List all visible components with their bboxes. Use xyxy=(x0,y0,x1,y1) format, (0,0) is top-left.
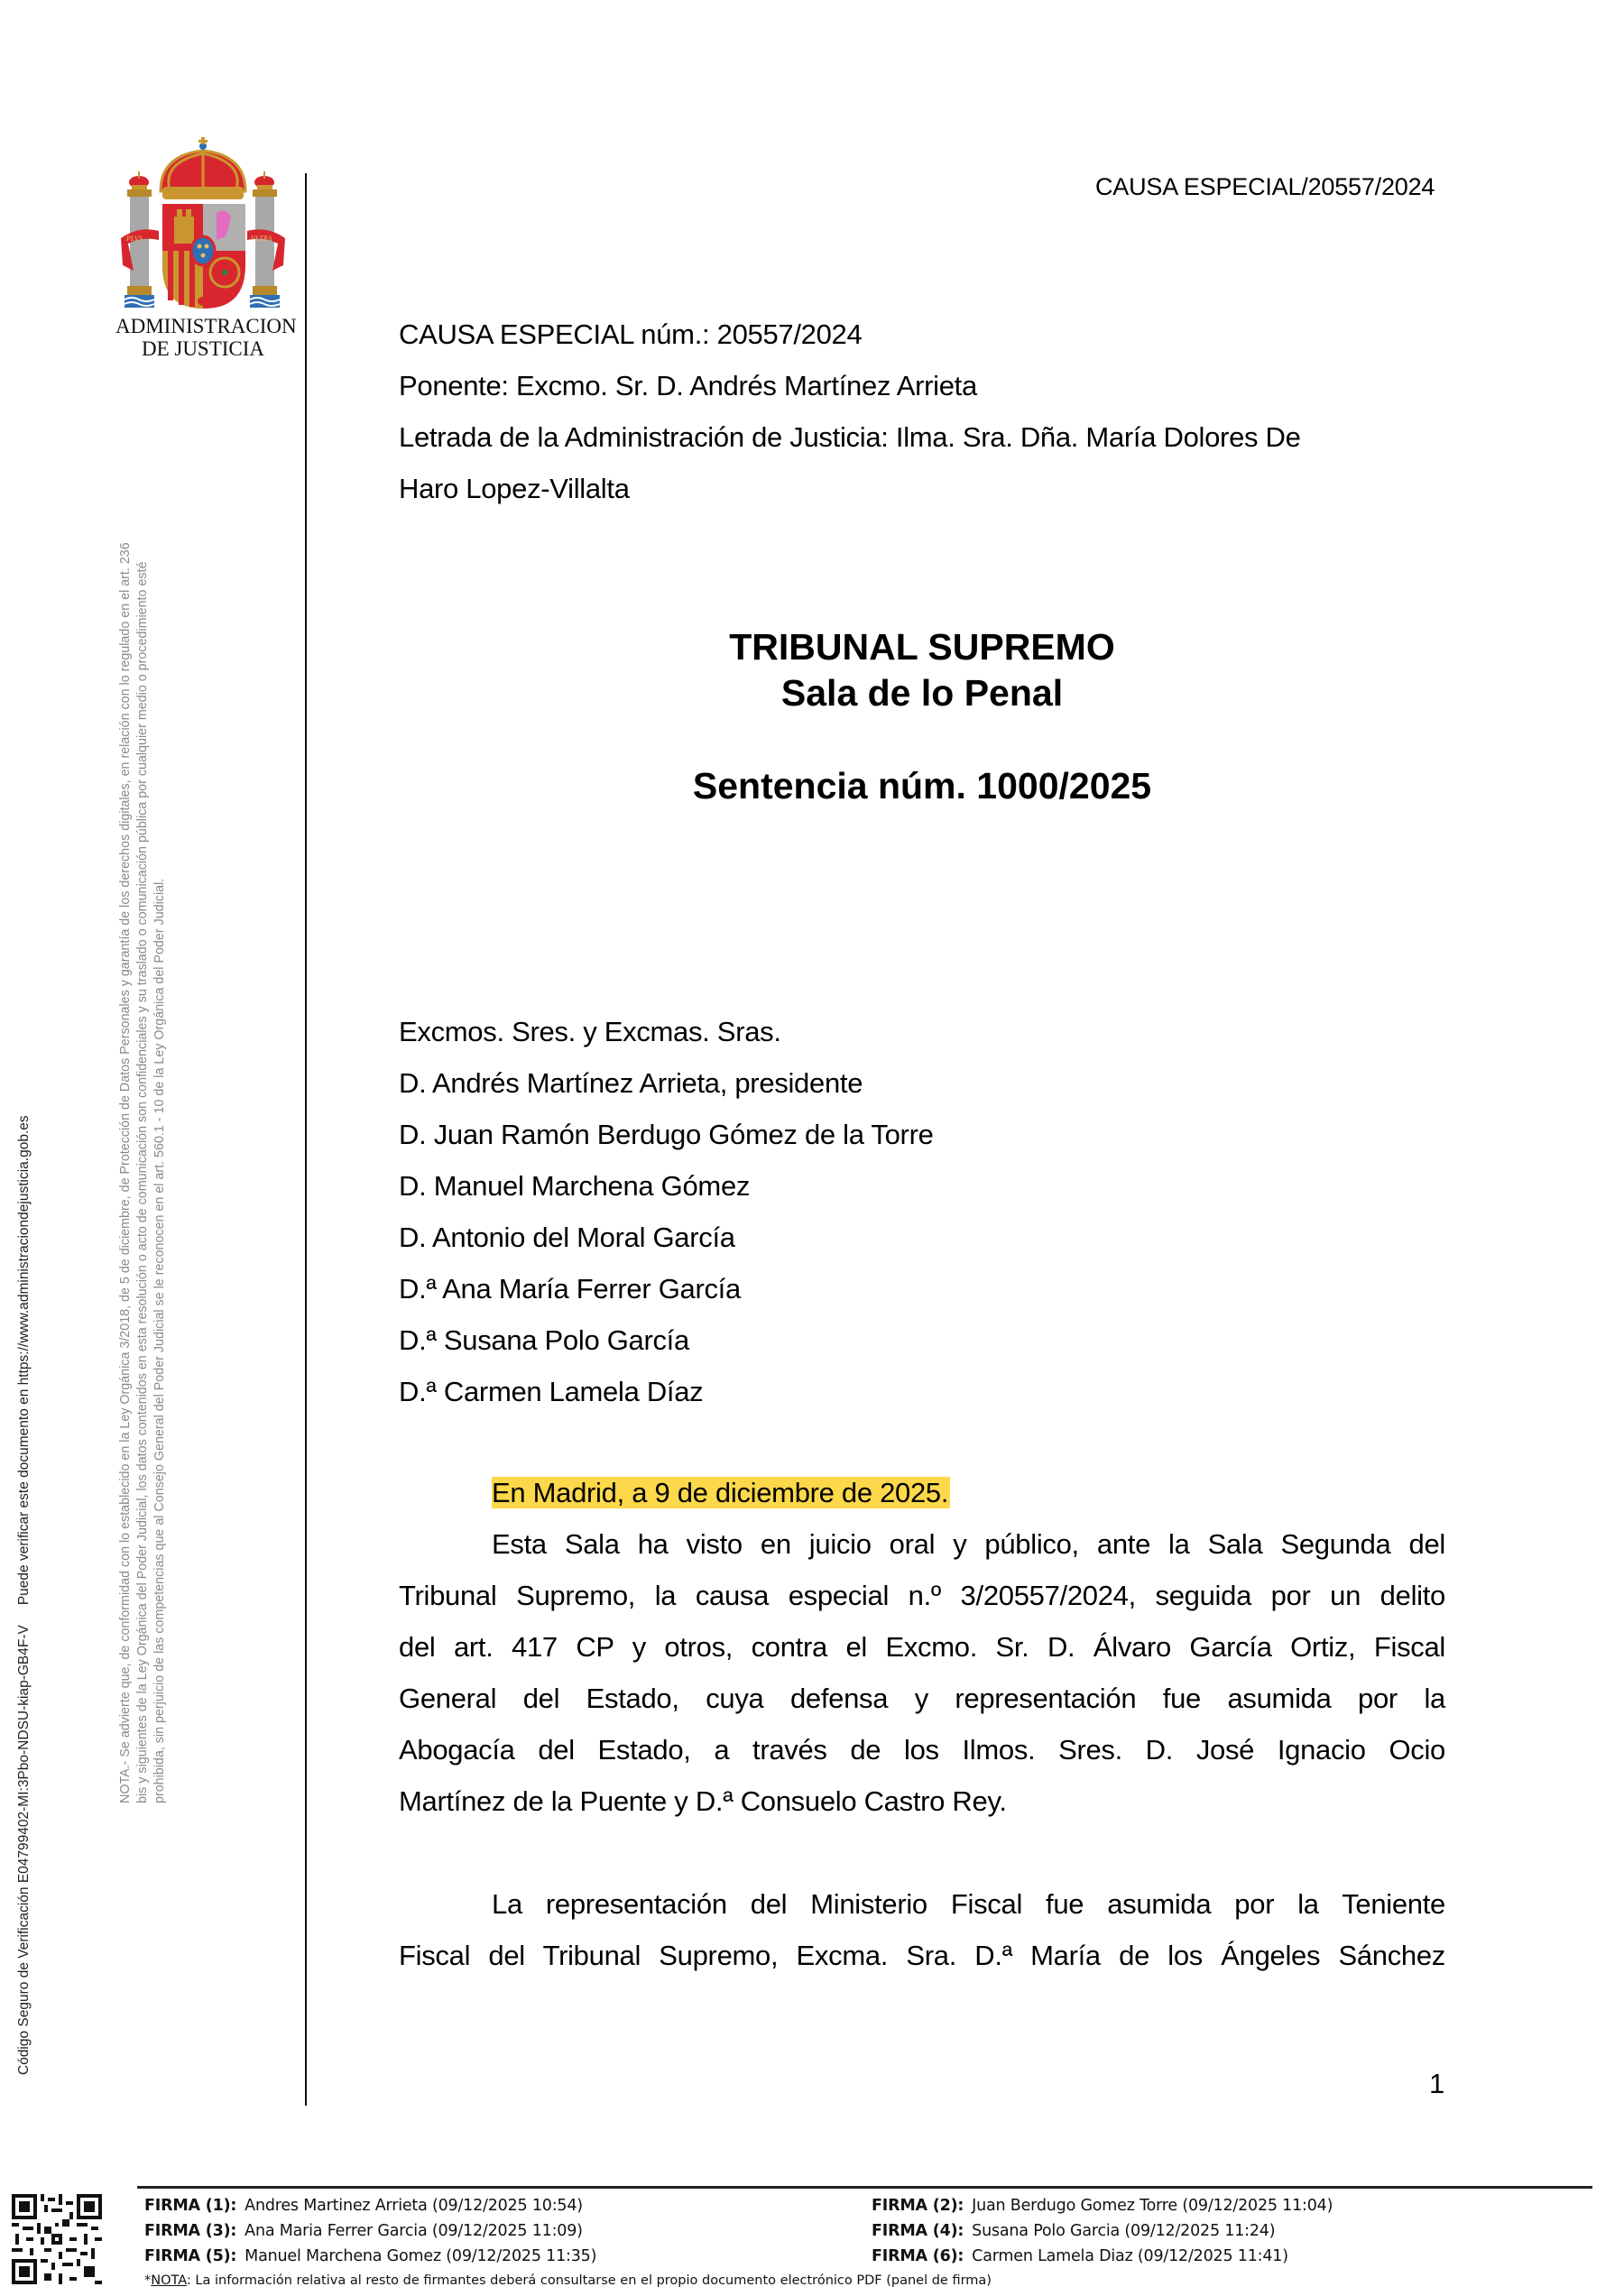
note-text: : La información relativa al resto de firmantes deberá consultarse en el propio documento electrónico PDF (panel de firma) xyxy=(186,2273,992,2288)
legal-note-line-1: NOTA.- Se advierte que, de conformidad con lo establecido en la Ley Orgánica 3/2018, de 5 de diciembre, de Protección de Datos Personales y garantía de los derechos digitales, en relación con lo regulado en el art. 236 xyxy=(118,542,133,1803)
signature-value: Manuel Marchena Gomez (09/12/2025 11:35) xyxy=(245,2247,597,2265)
legal-note-line-2: bis y siguientes de la Ley Orgánica del Poder Judicial, los datos contenidos en esta resolución o acto de comunicación son confidenciales y su traslado o comunicación pública por cualquier medio o procedimiento esté xyxy=(135,561,150,1803)
magistrate-item: D. Andrés Martínez Arrieta, presidente xyxy=(399,1067,863,1099)
footer-divider xyxy=(137,2186,1592,2189)
svg-text:PLVS: PLVS xyxy=(126,235,143,243)
signature-label: FIRMA (3): xyxy=(144,2222,237,2240)
paragraph-line: Esta Sala ha visto en juicio oral y público, ante la Sala Segunda del xyxy=(492,1528,1445,1560)
letrada-line-2: Haro Lopez-Villalta xyxy=(399,473,630,504)
logo-caption-line1: ADMINISTRACION xyxy=(115,315,297,337)
signature-value: Andres Martinez Arrieta (09/12/2025 10:54) xyxy=(245,2197,583,2215)
signature-value: Ana Maria Ferrer Garcia (09/12/2025 11:09) xyxy=(245,2222,583,2240)
coat-of-arms-icon xyxy=(115,137,291,313)
paragraph-line: Abogacía del Estado, a través de los Ilmos. Sres. D. José Ignacio Ocio xyxy=(399,1734,1445,1766)
svg-text:VLTRA: VLTRA xyxy=(251,235,272,243)
signature-label: FIRMA (6): xyxy=(872,2247,964,2265)
paragraph-line: La representación del Ministerio Fiscal fue asumida por la Teniente xyxy=(492,1888,1445,1920)
signature-note xyxy=(144,2273,992,2288)
sentence-title: Sentencia núm. 1000/2025 xyxy=(692,765,1152,807)
crown xyxy=(161,137,245,199)
note-asterisk: * xyxy=(144,2273,152,2288)
case-reference-header: CAUSA ESPECIAL/20557/2024 xyxy=(1095,173,1435,200)
legal-note-line-3: prohibida, sin perjuicio de las competencias que al Consejo General del Poder Judicial se le reconocen en el art. 560.1 - 10 de la Ley Orgánica del Poder Judicial. xyxy=(152,878,167,1803)
verification-url-link[interactable]: Puede verificar este documento en https://www.administraciondejusticia.gob.es xyxy=(16,1115,32,1606)
magistrate-item: D. Antonio del Moral García xyxy=(399,1222,735,1253)
court-title: TRIBUNAL SUPREMO xyxy=(729,626,1115,668)
magistrate-item: D. Manuel Marchena Gómez xyxy=(399,1170,751,1202)
paragraph-line: Martínez de la Puente y D.ª Consuelo Castro Rey. xyxy=(399,1785,1007,1817)
vertical-divider xyxy=(305,173,307,2106)
magistrate-item: D.ª Carmen Lamela Díaz xyxy=(399,1376,704,1407)
case-number: CAUSA ESPECIAL núm.: 20557/2024 xyxy=(399,318,863,350)
signature-value: Carmen Lamela Diaz (09/12/2025 11:41) xyxy=(972,2247,1288,2265)
magistrate-item: D.ª Susana Polo García xyxy=(399,1324,689,1356)
signature-label: FIRMA (2): xyxy=(872,2197,964,2215)
signature-1 xyxy=(144,2197,583,2215)
magistrate-item: D.ª Ana María Ferrer García xyxy=(399,1273,741,1305)
magistrate-item: D. Juan Ramón Berdugo Gómez de la Torre xyxy=(399,1119,934,1150)
paragraph-line: Tribunal Supremo, la causa especial n.º 3/20557/2024, seguida por un delito xyxy=(399,1580,1445,1611)
signature-3 xyxy=(144,2222,583,2240)
signature-5 xyxy=(144,2247,596,2265)
signature-value: Susana Polo Garcia (09/12/2025 11:24) xyxy=(972,2222,1276,2240)
shield xyxy=(162,204,245,309)
verification-sidebar xyxy=(16,1115,32,2075)
signature-6 xyxy=(872,2247,1288,2265)
letrada-line-1: Letrada de la Administración de Justicia: Ilma. Sra. Dña. María Dolores De xyxy=(399,421,1301,453)
signature-label: FIRMA (5): xyxy=(144,2247,237,2265)
signature-value: Juan Berdugo Gomez Torre (09/12/2025 11:04) xyxy=(972,2197,1333,2215)
paragraph-line: Fiscal del Tribunal Supremo, Excma. Sra. D.ª María de los Ángeles Sánchez xyxy=(399,1940,1445,1971)
logo-caption-line2: DE JUSTICIA xyxy=(141,337,265,360)
signature-label: FIRMA (4): xyxy=(872,2222,964,2240)
page-number: 1 xyxy=(1429,2068,1445,2099)
qr-code-icon[interactable] xyxy=(12,2194,102,2284)
signature-label: FIRMA (1): xyxy=(144,2197,237,2215)
coat-of-arms-logo xyxy=(115,137,297,361)
signature-4 xyxy=(872,2222,1275,2240)
date-line xyxy=(492,1467,950,1518)
magistrates-heading: Excmos. Sres. y Excmas. Sras. xyxy=(399,1016,781,1047)
paragraph-line: General del Estado, cuya defensa y representación fue asumida por la xyxy=(399,1683,1445,1714)
ponente: Ponente: Excmo. Sr. D. Andrés Martínez Arrieta xyxy=(399,370,977,401)
chamber-title: Sala de lo Penal xyxy=(780,672,1064,714)
verification-code: Código Seguro de Verificación E04799402-MI:3Pbo-NDSU-kiap-GB4F-V xyxy=(16,1625,32,2075)
signature-2 xyxy=(872,2197,1333,2215)
paragraph-line: del art. 417 CP y otros, contra el Excmo. Sr. D. Álvaro García Ortiz, Fiscal xyxy=(399,1631,1445,1663)
highlighted-date: En Madrid, a 9 de diciembre de 2025. xyxy=(492,1477,949,1508)
note-label: NOTA xyxy=(151,2273,187,2288)
